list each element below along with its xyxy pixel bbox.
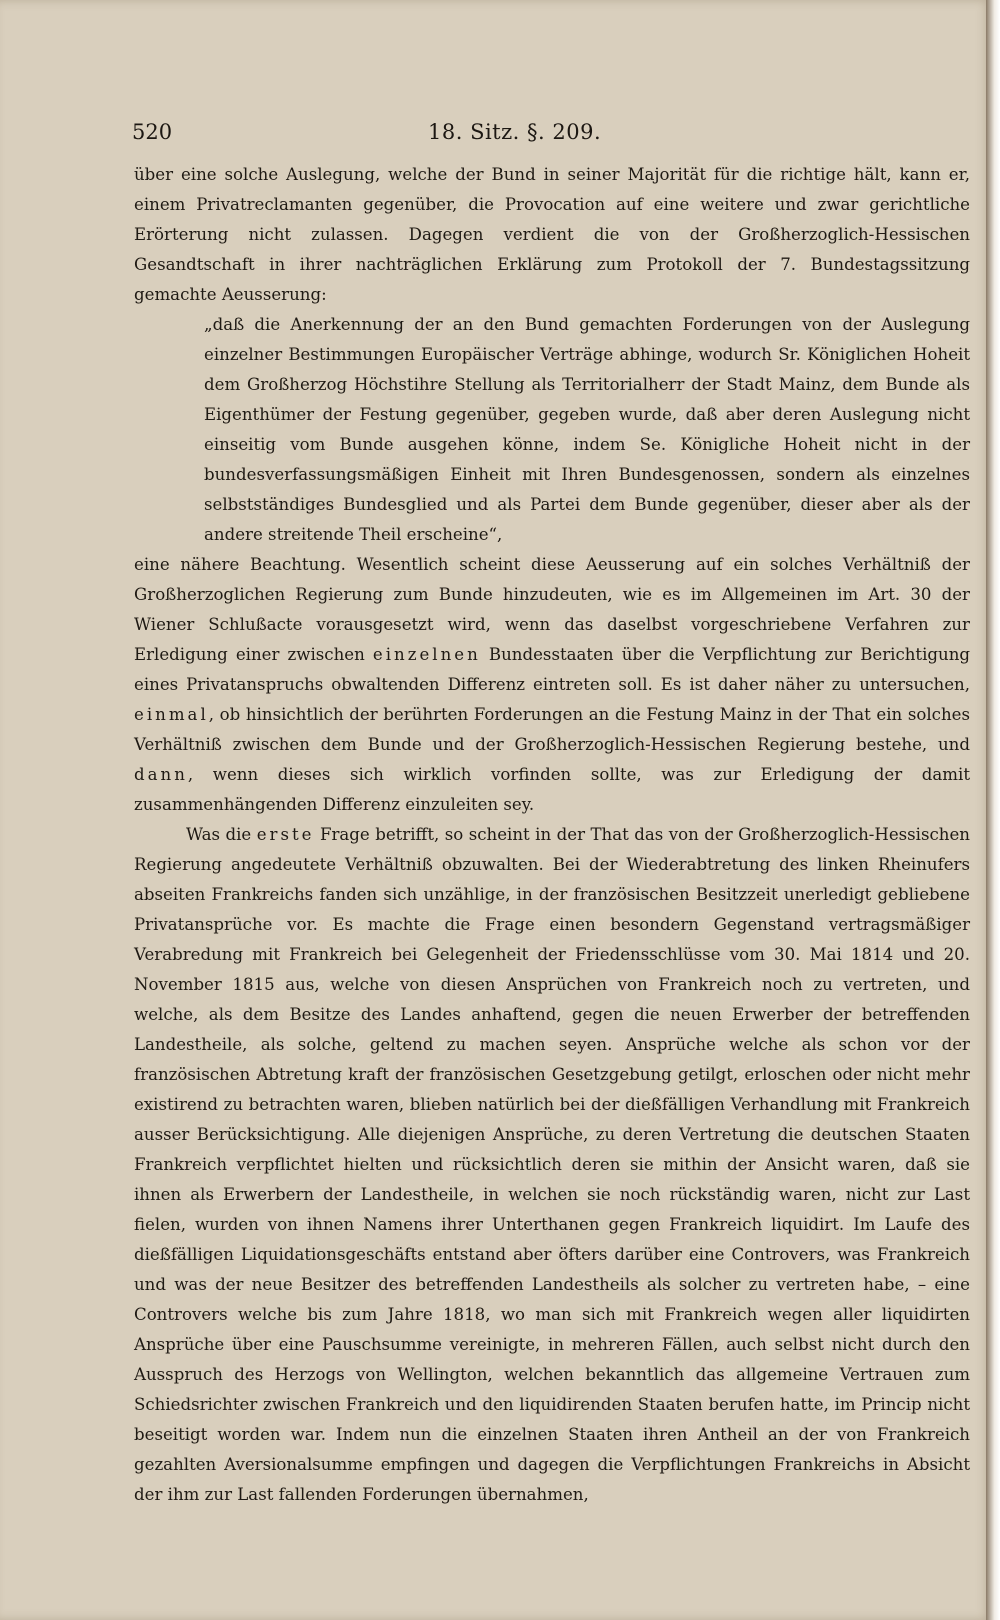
body-text [134,160,970,1510]
running-head: 18. Sitz. §. 209. [428,120,602,144]
emphasis-dann: dann [134,765,188,784]
page-header [132,120,970,150]
paragraph-3 [134,820,970,1510]
text-run: Was die [186,825,252,844]
paragraph-2 [134,550,970,820]
text-run: Frage betrifft, so scheint in der That das von der Großherzoglich-Hessischen Regierung angedeutete Verhältniß obzuwalten. Bei der Wiederabtretung des linken Rheinufers abseiten Frankreichs fanden sich unzählige, in der französischen Besitzzeit unerledigt gebliebene Privatansprüche vor. Es machte die Frage einen besondern Gegenstand vertragsmäßiger Verabredung mit Frankreich bei Gelegenheit der Friedensschlüsse vom 30. Mai 1814 und 20. November 1815 aus, welche von diesen Ansprüchen von Frankreich noch zu vertreten, und welche, als dem Besitze des Landes anhaftend, gegen die neuen Erwerber der betreffenden Landestheile, als solche, geltend zu machen seyen. Ansprüche welche als schon vor der französischen Abtretung kraft der französischen Gesetzgebung getilgt, erloschen oder nicht mehr existirend zu betrachten waren, blieben natürlich bei der dießfälligen Verhandlung mit Frankreich ausser Berücksichtigung. Alle diejenigen Ansprüche, zu deren Vertretung die deutschen Staaten Frankreich verpflichtet hielten und rücksichtlich deren sie mithin der Ansicht waren, daß sie ihnen als Erwerbern der Landestheile, in welchen sie noch rückständig waren, nicht zur Last fielen, wurden von ihnen Namens ihrer Unterthanen gegen Frankreich liquidirt. Im Laufe des dießfälligen Liquidationsgeschäfts entstand aber öfters darüber eine Controvers, was Frankreich und was der neue Besitzer des betreffenden Landestheils als solcher zu vertreten habe, – eine Controvers welche bis zum Jahre 1818, wo man sich mit Frankreich wegen aller liquidirten Ansprüche über eine Pauschsumme vereinigte, in mehreren Fällen, auch selbst nicht durch den Ausspruch des Herzogs von Wellington, welchen bekanntlich das allgemeine Vertrauen zum Schiedsrichter zwischen Frankreich und den liquidirenden Staaten berufen hatte, im Princip nicht beseitigt worden war. Indem nun die einzelnen Staaten ihren Antheil an der von Frankreich gezahlten Aversionalsumme empfingen und dagegen die Verpflichtungen Frankreichs in Absicht der ihm zur Last fallenden Forderungen übernahmen, [134,825,970,1504]
emphasis-einmal: einmal [134,705,209,724]
text-run: eine nähere Beachtung. Wesentlich scheint diese Aeusserung auf ein solches Verhältniß der Großherzoglichen Regierung zum Bunde hinzudeuten, wie es im Allgemeinen im Art. 30 der Wiener Schlußacte vorausgesetzt wird, wenn das daselbst vorgeschriebene Verfahren zur Erledigung einer zwischen [134,555,970,664]
block-quote: „daß die Anerkennung der an den Bund gemachten Forderungen von der Auslegung einzelner Bestimmungen Europäischer Verträge abhinge, wodurch Sr. Königlichen Hoheit dem Großherzog Höchstihre Stellung als Territorialherr der Stadt Mainz, dem Bunde als Eigenthümer der Festung gegenüber, gegeben wurde, daß aber deren Auslegung nicht einseitig vom Bunde ausgehen könne, indem Se. Königliche Hoheit nicht in der bundesverfassungsmäßigen Einheit mit Ihren Bundesgenossen, sondern als einzelnes selbstständiges Bundesglied und als Partei dem Bunde gegenüber, dieser aber als der andere streitende Theil erscheine“, [204,315,970,544]
emphasis-erste: erste [256,825,315,844]
text-run: , wenn dieses sich wirklich vorfinden sollte, was zur Erledigung der damit zusammenhängenden Differenz einzuleiten sey. [134,765,970,814]
page-number: 520 [132,120,173,144]
paragraph-1: über eine solche Auslegung, welche der Bund in seiner Majorität für die richtige hält, kann er, einem Privatreclamanten gegenüber, die Provocation auf eine weitere und zwar gerichtliche Erörterung nicht zulassen. Dagegen verdient die von der Großherzoglich-Hessischen Gesandtschaft in ihrer nachträglichen Erklärung zum Protokoll der 7. Bundestagssitzung gemachte Aeusserung: [134,165,970,304]
text-run: , ob hinsichtlich der berührten Forderungen an die Festung Mainz in der That ein solches Verhältniß zwischen dem Bunde und der Großherzoglich-Hessischen Regierung bestehe, und [134,705,970,754]
page-edge [986,0,1000,1620]
text-run: Bundesstaaten über die Verpflichtung zur Berichtigung eines Privatanspruchs obwaltenden Differenz eintreten soll. Es ist daher näher zu untersuchen, [134,645,971,694]
emphasis-einzelnen: einzelnen [372,645,481,664]
